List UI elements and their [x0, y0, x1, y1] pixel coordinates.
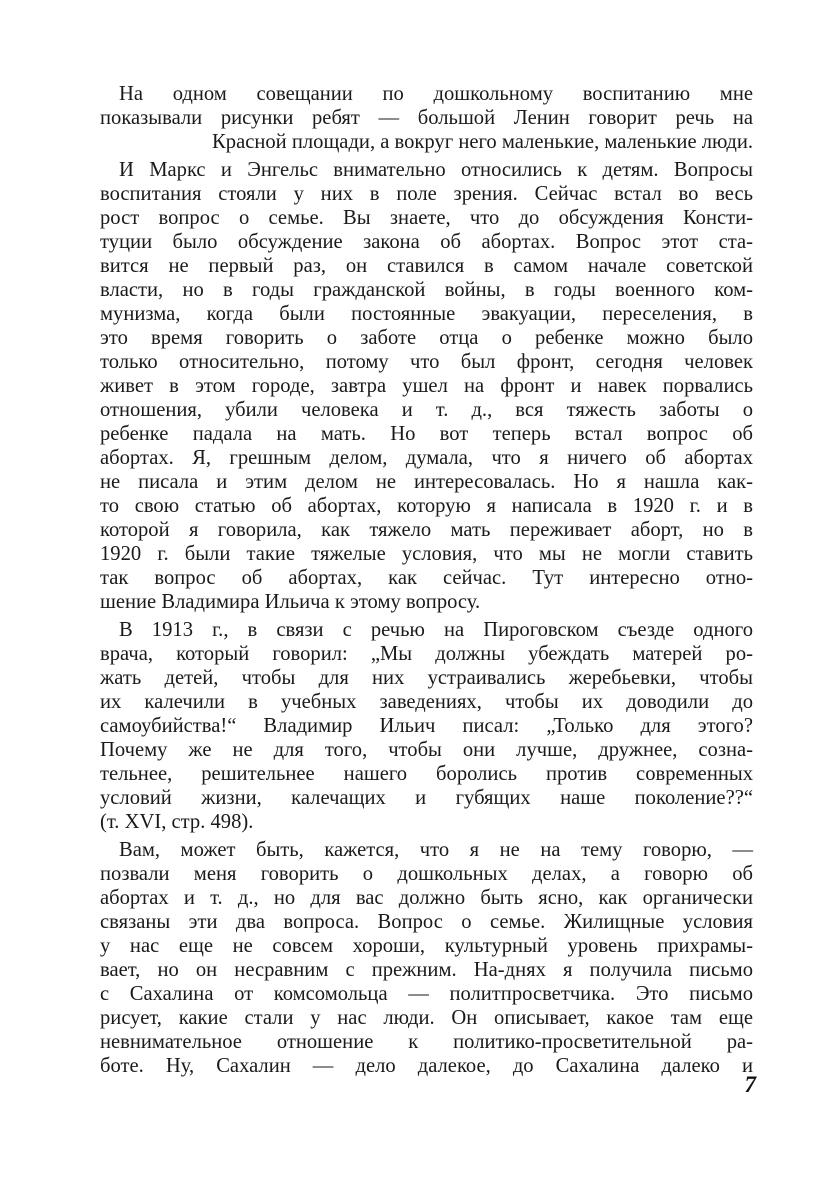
text-line: абортах и т. д., но для вас должно быть ясно, как органически	[100, 887, 753, 909]
text-line: Вам, может быть, кажется, что я не на тему говорю, —	[119, 839, 753, 861]
text-line: И Маркс и Энгельс внимательно относились к детям. Вопросы	[119, 159, 753, 181]
text-line: у нас еще не совсем хороши, культурный уровень прихрамы-	[100, 935, 753, 957]
text-line: рисует, какие стали у нас люди. Он описывает, какое там еще	[100, 1007, 753, 1029]
page-body	[100, 82, 753, 1162]
text-line: абортах. Я, грешным делом, думала, что я ничего об абортах	[100, 447, 753, 469]
text-line: показывали рисунки ребят — большой Ленин говорит речь на	[100, 107, 753, 129]
text-line: 1920 г. были такие тяжелые условия, что мы не могли ставить	[100, 543, 753, 565]
text-line: врача, который говорил: „Мы должны убеждать матерей ро-	[100, 643, 753, 665]
text-line: условий жизни, калечащих и губящих наше поколение??“	[100, 787, 753, 809]
text-line: туции было обсуждение закона об абортах. Вопрос этот ста-	[100, 231, 753, 253]
text-line: мунизма, когда были постоянные эвакуации, переселения, в	[100, 303, 753, 325]
text-line: самоубийства!“ Владимир Ильич писал: „Только для этого?	[100, 715, 753, 737]
text-line: В 1913 г., в связи с речью на Пироговском съезде одного	[119, 619, 753, 641]
text-line: то свою статью об абортах, которую я написала в 1920 г. и в	[100, 495, 753, 517]
text-line: отношения, убили человека и т. д., вся тяжесть заботы о	[100, 399, 753, 421]
paragraph-4	[100, 838, 753, 1078]
text-line: власти, но в годы гражданской войны, в годы военного ком-	[100, 279, 753, 301]
text-line: так вопрос об абортах, как сейчас. Тут интересно отно-	[100, 567, 753, 589]
text-line: Красной площади, а вокруг него маленькие, маленькие люди.	[212, 131, 753, 153]
text-line: не писала и этим делом не интересовалась. Но я нашла как-	[100, 471, 753, 493]
text-line: с Сахалина от комсомольца — политпросветчика. Это письмо	[100, 983, 753, 1005]
paragraph-3	[100, 618, 753, 834]
text-line: позвали меня говорить о дошкольных делах, а говорю об	[100, 863, 753, 885]
text-line: связаны эти два вопроса. Вопрос о семье. Жилищные условия	[100, 911, 753, 933]
text-line: шение Владимира Ильича к этому вопросу.	[100, 591, 481, 613]
text-line: воспитания стояли у них в поле зрения. Сейчас встал во весь	[100, 183, 753, 205]
paragraph-1	[100, 82, 753, 154]
text-line: боте. Ну, Сахалин — дело далекое, до Сахалина далеко и	[100, 1055, 753, 1077]
text-line: вает, но он несравним с прежним. На-днях я получила письмо	[100, 959, 753, 981]
text-line: это время говорить о заботе отца о ребенке можно было	[100, 327, 753, 349]
text-line: тельнее, решительнее нашего боролись против современных	[100, 763, 753, 785]
text-line: живет в этом городе, завтра ушел на фронт и навек порвались	[100, 375, 753, 397]
text-line: ребенке падала на мать. Но вот теперь встал вопрос об	[100, 423, 753, 445]
text-line: жать детей, чтобы для них устраивались жеребьевки, чтобы	[100, 667, 753, 689]
text-line: их калечили в учебных заведениях, чтобы их доводили до	[100, 691, 753, 713]
text-line: На одном совещании по дошкольному воспитанию мне	[119, 83, 753, 105]
text-line: невнимательное отношение к политико-просветительной ра-	[100, 1031, 753, 1053]
text-line: только относительно, потому что был фронт, сегодня человек	[100, 351, 753, 373]
text-line: вится не первый раз, он ставился в самом начале советской	[100, 255, 753, 277]
text-line: рост вопрос о семье. Вы знаете, что до обсуждения Консти-	[100, 207, 753, 229]
text-line: (т. XVI, стр. 498).	[100, 811, 254, 833]
text-line: Почему же не для того, чтобы они лучше, дружнее, созна-	[100, 739, 753, 761]
paragraph-2	[100, 158, 753, 614]
page-number: 7	[744, 1072, 756, 1097]
text-line: которой я говорила, как тяжело мать переживает аборт, но в	[100, 519, 753, 541]
